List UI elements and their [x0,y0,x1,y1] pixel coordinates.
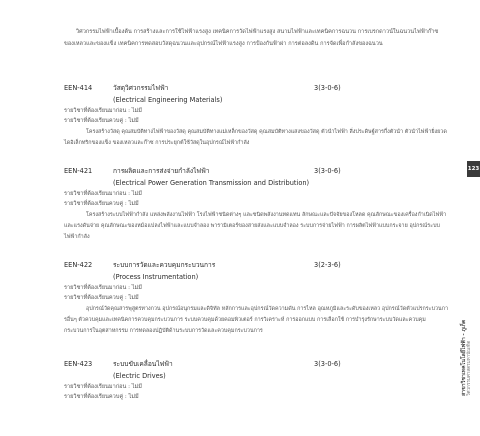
course-prerequisite: รายวิชาที่ต้องเรียนมาก่อน : ไม่มี [64,285,142,291]
course-title-th: ระบบการวัดและควบคุมกระบวนการ [113,261,216,269]
course-title-th: ระบบขับเคลื่อนไฟฟ้า [113,360,173,368]
course-title-th: การผลิตและการส่งจ่ายกำลังไฟฟ้า [113,167,210,175]
course-prerequisite: รายวิชาที่ต้องเรียนมาก่อน : ไม่มี [64,108,142,114]
course-credits: 3(3-0-6) [314,360,341,368]
course-corequisite: รายวิชาที่ต้องเรียนควบคู่ : ไม่มี [64,201,139,207]
course-credits: 3(2-3-6) [314,261,341,269]
course-title-en: (Electrical Engineering Materials) [113,96,223,104]
side-vertical-label [460,270,470,400]
course-title-en: (Electric Drives) [113,372,166,380]
side-label-sub: วิศวกรรมศาสตรมหาบัณฑิต [467,340,472,396]
course-title-th: วัสดุวิศวกรรมไฟฟ้า [113,84,169,92]
course-credits: 3(3-0-6) [314,84,341,92]
course-code: EEN-421 [64,167,93,175]
course-title-en: (Process Instrumentation) [113,273,199,281]
course-corequisite: รายวิชาที่ต้องเรียนควบคู่ : ไม่มี [64,295,139,301]
side-label-main: สาขาวิชาเทคโนโลยีไฟฟ้า - ภูเก็ต [461,319,467,396]
course-corequisite: รายวิชาที่ต้องเรียนควบคู่ : ไม่มี [64,118,139,124]
course-code: EEN-422 [64,261,93,269]
course-description: อุปกรณ์วัดคุณสารพุสูตรทางกวน อุปกรณ์อนุกรมและดิจิทัล หลักการและอุปกรณ์วัดความดัน การไหล อุณหภูมิและระดับของเหลว อุปกรณ์วัดตัวแปรกระบวนการอื่นๆ ตัวควบคุมและเทคนิคการควบคุมกระบวนการ ระบบควบคุมด้วยคอมพิวเตอร์ การวิเคราะห์ การออกแบบ การเลือกใช้ การบำรุงรักษาระบบวัดและควบคุมกระบวนการในอุตสาหกรรม การทดลองปฏิบัติด้านระบบการวัดและควบคุมกระบวนการ [64,306,448,334]
course-prerequisite: รายวิชาที่ต้องเรียนมาก่อน : ไม่มี [64,384,142,390]
course-corequisite: รายวิชาที่ต้องเรียนควบคู่ : ไม่มี [64,394,139,400]
course-code: EEN-414 [64,84,93,92]
course-description: โครงสร้างวัสดุ คุณสมบัติทางไฟฟ้าของวัสดุ คุณสมบัติทางแม่เหล็กของวัสดุ คุณสมบัติทางแสงของวัสดุ ตัวนำไฟฟ้า สิ่งประดิษฐ์สารกึ่งตัวนำ ตัวนำไฟฟ้ายิ่งยวด ไดอิเล็กทริกของแข็ง ของเหลวและก๊าซ การประยุกต์ใช้วัสดุในอุปกรณ์ไฟฟ้ากำลัง [64,129,447,146]
course-een-422 [64,259,450,337]
course-prerequisite: รายวิชาที่ต้องเรียนมาก่อน : ไม่มี [64,191,142,197]
course-een-421 [64,165,450,243]
course-code: EEN-423 [64,360,93,368]
course-description: โครงสร้างระบบไฟฟ้ากำลัง แหล่งพลังงานไฟฟ้า โรงไฟฟ้าชนิดต่างๆ และชนิดพลังงานทดแทน ลักษณะและปัจจัยของโหลด คุณลักษณะของเครื่องกำเนิดไฟฟ้าและแรงดันจ่าย คุณลักษณะของหม้อแปลงไฟฟ้าและแบบจำลอง พารามิเตอร์ของสายส่งและแบบจำลอง ระบบการจ่ายไฟฟ้า การผลิตไฟฟ้าแบบกระจาย อุปกรณ์ระบบไฟฟ้ากำลัง [64,212,447,240]
course-een-414 [64,82,450,149]
intro-paragraph: วิศวกรรมไฟฟ้าเบื้องต้น การสร้างและการใช้ไฟฟ้าแรงสูง เทคนิคการวัดไฟฟ้าแรงสูง สนามไฟฟ้าและเทคนิคการฉนวน การเบรกดาวน์ในฉนวนไฟฟ้าก๊าซ ของเหลวและของแข็ง เทคนิคการทดสอบวัสดุฉนวนและอุปกรณ์ไฟฟ้าแรงสูง การป้องกันฟ้าผ่า การต่อลงดิน การจัดเพื่อกำลังของฉนวน [64,29,439,47]
page-number-tab: 123 [467,161,480,177]
course-title-en: (Electrical Power Generation Transmission and Distribution) [113,179,310,187]
course-een-423 [64,358,450,402]
course-credits: 3(3-0-6) [314,167,341,175]
